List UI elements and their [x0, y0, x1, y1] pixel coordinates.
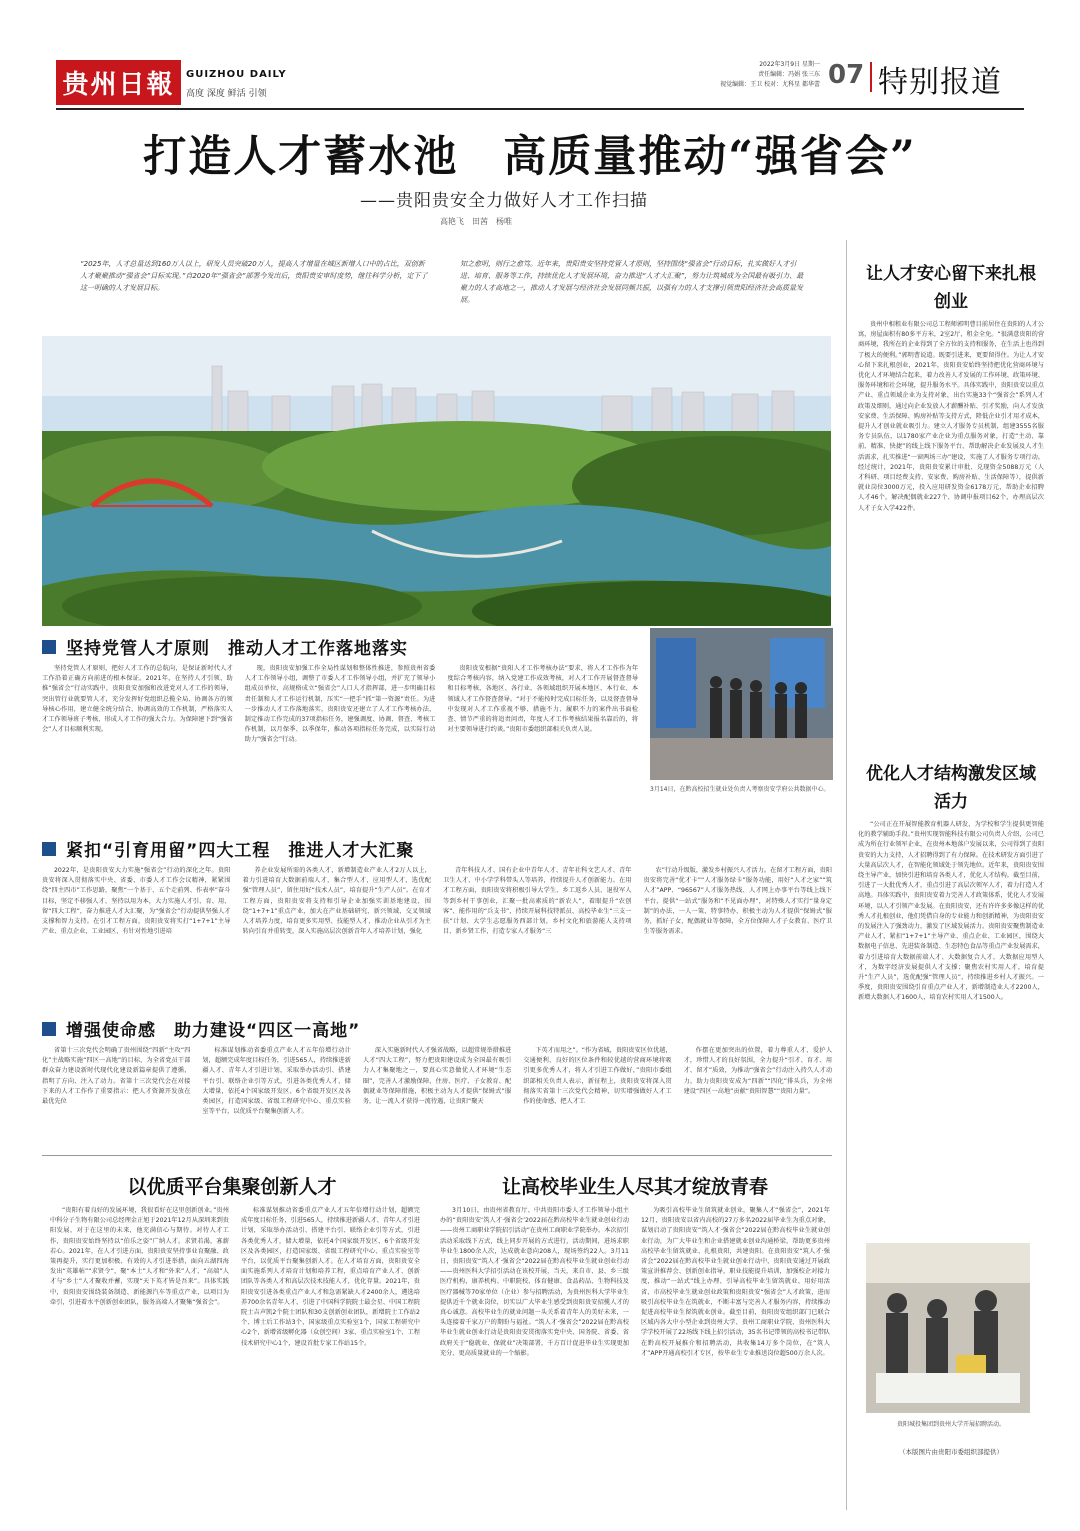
- section-name: 特别报道: [878, 65, 1002, 100]
- section-3-title: 增强使命感 助力建设“四区一高地”: [66, 1021, 361, 1041]
- recruitment-illustration: [866, 1243, 1030, 1413]
- city-park-photo: [42, 336, 831, 626]
- section-3-col-5: 作摆在更加突出的位置，着力尊重人才、爱护人才，珍惜人才的良好氛围，全力提升“引才、育才、用才、留才”质效，为推动“强省会”行动注入持久人才动力，助力贵阳贵安成为“四新”“四化”排头兵，为全州建设“四区一高地”贡献“贵阳智慧”“贵阳力量”。: [683, 1047, 833, 1095]
- section-2-body: [42, 866, 832, 998]
- sidebar-section-1: [858, 260, 1044, 725]
- section-2-heading: [42, 836, 414, 861]
- section-1-body: [42, 664, 638, 814]
- sidebar-divider: [846, 240, 847, 1510]
- page-number: 07: [828, 60, 865, 90]
- box-right-col-1: 3月10日，由贵州省教育厅、中共贵阳市委人才工作领导小组主办的“贵阳贵安‘筑人才·强省会’2022届在黔高校毕业生就业创业行动——贵州工商职业学院招引活动”在贵州工商职业学院举办。本次招引活动采取线下方式，线上同步开展的方式进行，活动期间，进场求职毕业生1800余人次，达成就业意向208人，现场签约22人。3月11日，贵阳贵安“筑人才·强省会”2022届在黔高校毕业生就业创业行动——贵州医科大学招引活动在该校开展，当天，来自市、县、乡三级医疗机构，康养机构、中职院校、体育健康、食品药品、生物科技及医疗器械等70家单位（企业）参与招聘活动，为贵州医科大学毕业生提供近千个就业岗位，切实以广大毕业生感受到贵阳贵安招揽人才的真心诚意。高校毕业生的就业问题一头关系着青年人的美好未来，一头连接着千家万户的期盼与福祉。“筑人才·强省会”2022届在黔高校毕业生就业创业行动是贵阳贵安贯彻落实党中央、国务院、省委、省政府关于“稳就业、保就业”决策部署，千方百计促进毕业生实现更加充分、更高质量就业的一个缩影。: [440, 1207, 629, 1357]
- section-3-col-4: 下英才而用之”。“作为省城，贵阳贵安区位优越，交通便利，良好的区位条件和较优越的营商环境将吸引更多优秀人才，将人才引进工作做好，”贵阳市委组织部相关负责人表示，新征程上，贵阳贵安将深入贯彻落实省第十三次党代会精神，切实增强做好人才工作的使命感，把人才工: [523, 1047, 672, 1106]
- section-2-marker: [42, 842, 56, 856]
- section-1-heading: [42, 634, 408, 659]
- city-park-illustration: [42, 336, 831, 626]
- boxes-divider: [42, 1155, 832, 1156]
- issue-visual-editors: 视觉编辑：王卫 校对：尤科星 都华蕾: [720, 81, 820, 88]
- photo-credit: （本版图片由贵阳市委组织部提供）: [899, 1448, 1003, 1456]
- box-left-col-1: “贵阳有着良好的发展环境，我很看好在这里创新创业。”贵州中科分子生物有限公司总经理金正旭于2021年12月从深圳来到贵阳发展，对于在这里的未来，他充满信心与期待。对待人才工作，贵阳贵安始终坚持以“伯乐之姿”广纳人才。求贤若渴，寡薪若心。2021年，在人才引进方面，贵阳贵安坚持事业育聚融、政策再提升，实行更加积极、有效的人才引进举措，面向五湖四海发出“英雄帖”“求贤令”，聚“本土”人才和“外来”人才、“高端”人才与“乡土”人才聚收并蓄，实现“天下英才皆是吾来”。具体实践中，贵阳贵安围绕装备制造、新能源汽车等重点产业，以项目为牵引，引进着水平创新创业团队，服务高端人才聚集“强省会”。: [50, 1207, 229, 1306]
- section-3-marker: [42, 1022, 56, 1036]
- section-3-col-1: 省第十三次党代会明确了贵州围绕“四新”主攻“四化”主战略实施“四区一高地”的目标，为全省党员干部群众奋力建设新时代现代化建设新篇章提供了遵循，指明了方向、注入了动力。省第十三次党代会在对接下来的人才工作作了重要指示：把人才资源开发放在最优先位: [42, 1047, 191, 1106]
- visit-photo-caption: 3月14日，在黔高校招生就业处负责人考察贵安学府公共数据中心。: [650, 786, 830, 793]
- section-1-col-3: 贵阳贵安根据“贵阳人才工作考核办法”要求，将人才工作作为年度综合考核内容，纳入党建工作成效考核，对人才工作开展督查督导和目标考核，各地区、各行业、各领域组织开展本地区、本行业、本领域人才工作督查督导。“对于不能按时完成目标任务，以及督查督导中发现对人才工作重视不够、措施不力、履职不力的案件出书面检查、情节严重的将追责问责，年度人才工作考核结果报名靠后的，将对主要领导进行约谈。”贵阳市委组织部相关负责人说。: [447, 665, 639, 734]
- sidebar-section-2-text: “公司正在开展智能教育机器人研发，为学校和学生提供更智能化的教学辅助手段。”贵州实现智能科技有限公司负责人介绍，公司已成为所在行业领军企业，在贵州本地落户发展以来，公司得到了贵阳贵安的大力支持，人才招聘得到了有力保障。在技术研发方面引进了大量高层次人才，在智能化领域处于领先地位。近年来，贵阳贵安围绕主导产业，加快引进和培育各类人才，优化人才结构。截至目前，引进了一大批优秀人才，重点引进了高层次领军人才，着力打造人才高地。具体实践中，贵阳贵安着力完善人才政策体系，优化人才发展环境，以人才引领产业发展。在贵阳贵安，还有许许多多像这样的优秀人才扎根创业，他们凭借自身的专业能力和创新精神，为贵阳贵安的发展注入了强劲动力，激发了区域发展活力。贵阳贵安聚焦制造业产业人才，紧扣“1+7+1”主导产业、重点企业、工业园区，围绕大数据电子信息、先进装备制造、生态特色食品等重点产业发展需求，着力引进培育大数据前端人才、大数据复合人才、大数据应用型人才，为数字经济发展提供人才支撑；聚焦农村实用人才，培育提升“生产人员”，选优配强“管理人员”，持续推进乡村人才振兴。一季度，贵阳贵安围绕引育重点产业人才，新增制造业人才2200人，新增大数据人才1600人，培育农村实用人才1500人。: [858, 821, 1044, 1002]
- page-subheadline: ——贵阳贵安全力做好人才工作扫描: [360, 191, 648, 211]
- box-right-title: 让高校毕业生人尽其才绽放青春: [501, 1176, 768, 1198]
- recruitment-photo: [866, 1243, 1030, 1413]
- newspaper-logo: 贵州日報: [56, 60, 181, 105]
- section-1-marker: [42, 640, 56, 654]
- section-1-col-2: 现，贵阳贵安加强工作全局性谋划和整体性推进，参照贵州省委人才工作领导小组，调整了市委人才工作领导小组，并扩充了领导小组成员单位，高规格成立“强省会”人口人才指挥部，进一步明确目标责任制和人才工作运行机制，压实“一把手”抓“第一资源”责任。为进一步推动人才工作落地落实，贵阳贵安还建立了人才工作考核办法，制定推动工作完成的37项指标任务，建强调度、协调、督查、考核工作机制，以月保季、以季保年，推动各项指标任务完成，以实际行动助力“强省会”行动。: [244, 665, 436, 744]
- section-1-col-1: 坚持党管人才原则，把好人才工作的总航向，是保证新时代人才工作沿着正确方向前进的根本保证。2021年，在坚持人才引领、助推“强省会”行动实践中，贵阳贵安加强和改进党对人才工作的领导，突出管行业就要管人才，充分发挥好党组织总揽全局、协调各方的领导核心作用，建立健全统分结合、协调高效的工作机制，严格落实人才工作领导班子考核，形成人才工作的强大合力。为保障建下到“强省会”人才目标顺利实现。: [42, 665, 233, 734]
- box-right-col-2: 为吸引高校毕业生留筑就业创业，聚集人才“强省会”，2021年12月，贵阳贵安以省内高校的27万多名2022届毕业生为重点对象，谋划启动了贵阳贵安“筑人才·强省会”2022届在黔高校毕业生就业创业行动，为广大毕业生和企业搭建就业创业沟通桥梁，帮助更多贵州高校毕业生留筑就业、扎根贵阳，共建贵阳。在贵阳贵安“筑人才·强省会”2022届在黔高校毕业生就业创业行动中，贵阳贵安通过开展政策宣讲推荐会、创新创业指导，职业技能提升培训，加强校企对接力度，推动“一站式”线上办理、引导高校毕业生留筑就业、用好用活省、市高校毕业生就业创业政策和贵阳贵安“强省会”人才政策，进而吸引高校毕业生在筑就业，不断丰富与完善人才服务内容，持续推动促进高校毕业生留筑就业创业。截至目前，贵阳贵安组织部门已联合区域内各大中小型企业到贵州大学、贵州工商职业学院、贵州医科大学学校开展了22场线下线上招引活动，35名书记带领的高校书记带队在黔高校开展推介和招聘活动，共收集14万多个岗位，在“筑人才”APP开通高校引才专区，按毕业生专业推送岗位超500万余人次。: [641, 1207, 830, 1357]
- box-left-body: [50, 1206, 420, 1516]
- visit-illustration: [650, 628, 833, 780]
- sidebar-section-2: [858, 760, 1044, 1230]
- section-2-col-3: 青年科技人才、国有企业中青年人才、青年社科文艺人才、青年卫生人才、中小学学科带头人等培养，持续提升人才创新能力。在用才工程方面，贵阳贵安将积极引导大学生、乡工返乡人员、退役军人等到乡村干事创业，汇聚一批高素质的“新农人”，着眼提升“农创客”、能作用的“兵支书”，持续开展科技特派员、高校毕业生“三支一扶”计划、大学生志愿服务西部计划，乡村文化和旅游能人支持项目、新乡贤工作，打造专家人才服务“三: [443, 867, 632, 936]
- section-1-title: 坚持党管人才原则 推动人才工作落地落实: [66, 639, 408, 659]
- issue-date: 2022年3月9日 星期一: [759, 61, 820, 68]
- masthead-rule: [56, 108, 1024, 110]
- box-left-title: 以优质平台集聚创新人才: [127, 1176, 337, 1198]
- lede-right: 知之愈明，则行之愈笃。近年来，贵阳贵安坚持党管人才原则，坚持围绕“强省会”行动目标，扎实做好人才引进、培育、服务等工作，持续优化人才发展环境，奋力推进“人才大汇聚”，努力让筑城成为全国最有吸引力、最聚力的人才高地之一，推动人才发展与经济社会发展同频共振，以强有力的人才支撑引领贵阳经济社会高质量发展。: [460, 260, 804, 304]
- byline: 高艳飞 田茜 杨唯: [440, 217, 512, 226]
- visit-photo: [650, 628, 833, 780]
- issue-editors: 责任编辑：冯娟 张三东: [758, 71, 820, 78]
- sidebar-section-1-title: 让人才安心留下来扎根创业: [866, 264, 1036, 312]
- issue-meta: [650, 60, 820, 90]
- section-3-col-3: 深入实施新时代人才强省战略，以超常规举措推进人才“四大工程”，努力把贵阳建设成为全国最有吸引力人才集聚地之一，要真心实意做优人才环境“生态圈”，完善人才激励保障、住房、医疗、子女教育、配偶就业等保障措施，积极主动为人才提供“保姆式”服务，让一流人才获得一流待遇，让贵阳“聚天: [362, 1047, 512, 1106]
- section-3-body: [42, 1046, 832, 1146]
- lede-left: “2025年，人才总量达到160万人以上，研发人员突破20万人，提高人才增量在城区新增人口中的占比，双创新人才聚聚推动“强省会”目标实现。”自2020年“强省会”部署今发出后，贵阳贵安审时度势，继往科学分析，定下了这一明确的人才发展目标。: [80, 260, 428, 292]
- section-2-col-1: 2022年，是贵阳贵安大力实施“强省会”行动的深化之年。贵阳贵安将深入贯彻落实中央、省委、市委人才工作会议精神，紧紧围绕“四主四市”工作思路，聚焦“一个基于、五个走前列、作表率”奋斗目标，坚定不移强人才、坚持以用为本，大力实施人才引、育、用、留“四大工程”，奋力推进人才大汇聚，为“强省会”行动提供坚强人才支撑和智力支持。在引才工程方面，贵阳贵安将实打“1+7+1”主导产业、重点企业、工业园区，有针对性地引进培: [42, 867, 231, 936]
- page-headline: 打造人才蓄水池 高质量推动“强省会”: [143, 132, 917, 182]
- section-3-col-2: 标准谋划推动省委重点产业人才五年倍增行动计划，超额完成年度目标任务，引进565人，持续推进新疆人才、青年人才引进计划，采取举办活动引、搭建平台引、联络企业引等方式，引进各类优秀人才，储大增量，依托4个国家级开发区、6个省级开发区及各类园区，打造国家级、省级工程研究中心、重点实验室等平台，以优质平台聚集创新人才。: [202, 1047, 351, 1116]
- box-left-col-2: 标准谋划推动省委重点产业人才五年倍增行动计划，超额完成年度目标任务，引进565人，持续推进新疆人才、青年人才引进计划，采取举办活动引、搭建平台引、联络企业引等方式，引进各类优秀人才，储大增量，依托4个国家级开发区、6个省级开发区及各类园区，打造国家级、省级工程研究中心、重点实验室等平台，以优质平台聚集创新人才。在人才培育方面，贵阳贵安全面实施系列人才培育计划和培养工程，重点培育产业人才、创新团队等各类人才和高层次技术技能人才，优化存量。2021年，贵阳贵安引进各类重点产业人才和急需紧缺人才2400余人，遴选培养700余名青年人才，引进了中国科学院院士最会星、中国工程院院士吉声凯2个院士团队和30支创新创业团队，新增院士工作站2个、博士后工作站3个，国家级重点实验室1个，国家工程研究中心2个，新增省级孵化器（众创空间）3家、重点实验室1个、工程技术研究中心1个，建设首批专家工作站15个。: [241, 1207, 420, 1347]
- sidebar-section-1-text: 贵州中相租业有限公司总工程师郭明曹目前居住在贵阳的人才公寓，房屋面积有80多平方米，2室2厅，租金全免。“很满意贵阳的营商环境，我所在的企业得到了全方位的支持和服务，在生活上也得到了极大的便利。”郭明曹说道。既要引进来，更要留得住。为让人才安心留下来扎根创业，2021年，贵阳贵安始终坚持把优化营商环境与优化人才环境结合起来，着力改善人才发展的工作环境、政策环境、服务环境和社会环境，提升服务水平。具体实践中，贵阳贵安以重点产业、重点领域企业为支持对象，出台实施33个“强省会”系列人才政策及细则，通过向企业发放人才薪酬补贴、引才奖励，向人才发放安家费、生活保障、购房补贴等支持方式，降低企业引才用才成本，提升人才创业就业吸引力。建立人才服务专员机制，组建3555名服务专员队伍，以1780家产业企业为重点服务对象，打造“主动、靠前、精准、快捷”的线上线下服务平台，帮助解决企业发展及人才生活需求，扎实推进“一窗两场三办”建设，实施了人才服务专项行动。经过统计，2021年，贵阳贵安累计审批、兑现资金5088万元（人才科研、项目经费支持、安家费、购房补贴、生活保障等），提供新就业岗位3000万元，投入应用研发资金6178万元，帮助企业招聘人才46个，解决配偶就业227个、协调申报项目62个，办理高层次人才子女入学422件。: [858, 321, 1044, 512]
- section-2-title: 紧扣“引育用留”四大工程 推进人才大汇聚: [66, 841, 415, 861]
- sidebar-section-2-title: 优化人才结构激发区域活力: [866, 764, 1036, 812]
- recruitment-photo-caption: 贵阳城投集团到贵州大学开展招聘活动。: [896, 1421, 1005, 1428]
- section-2-col-2: 养企业发展所需的各类人才，新增制造业产业人才2万人以上，着力引进培育大数据前端人才，集合型人才，应用型人才，选优配强“管理人员”，留住用好“技术人员”，培育提升“生产人员”。在育才工程方面，贵阳贵安将支持和引导企业加强实训基地建设，围绕“1+7+1”重点产业，加大在产业基础研究、新兴领域、交叉领域人才培养力度，培育更多实用型、技能型人才，推动企业从引才为主转向引育并重转变，深入实施高层次创新青年人才培养计划，强化: [242, 867, 431, 936]
- section-2-col-4: 农”行动升级版，激发乡村振兴人才活力。在留才工程方面，贵阳贵安将完善“优才卡”“人才服务绿卡”服务功能，用好“人才之家”“筑人才”APP、“96567”人才服务热线、人才网上办事平台等线上线下平台，提供“一站式”服务和“不见面办理”，对特殊人才实行“量身定制”的办法，一人一策、特事特办，积极主动为人才提供“保姆式”服务，抓好子女、配偶就业等保障，全方位保障人才子女教育、医疗卫生等服务需求。: [643, 867, 832, 936]
- section-3-heading: [42, 1016, 360, 1041]
- box-right-body: [440, 1206, 830, 1516]
- newspaper-slogan: 高度 深度 鲜活 引领: [186, 89, 267, 99]
- page-number-divider: [870, 62, 872, 92]
- newspaper-english-name: GUIZHOU DAILY: [186, 69, 287, 80]
